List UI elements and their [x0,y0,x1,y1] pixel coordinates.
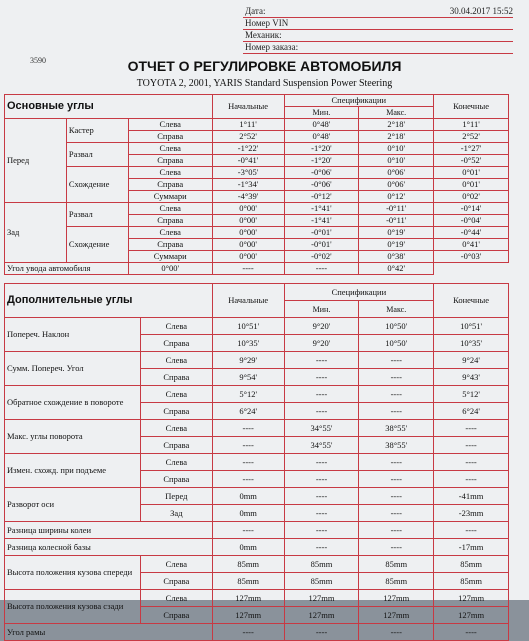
row-label: Разница колесной базы [5,539,213,556]
value-cell: -0°14' [434,203,509,215]
side-label: Справа [128,215,212,227]
value-cell: 1°11' [434,119,509,131]
value-cell: 0°00' [212,215,284,227]
side-label: Слева [128,119,212,131]
value-cell: ---- [434,624,509,641]
side-label: Справа [140,369,212,386]
table-row [5,263,509,275]
date-value: 30.04.2017 15:52 [449,6,513,16]
value-cell: ---- [359,488,434,505]
value-cell: 1°11' [212,119,284,131]
value-cell: ---- [359,505,434,522]
value-cell: ---- [359,471,434,488]
side-label: Слева [140,352,212,369]
side-label: Слева [128,227,212,239]
row-label: Сумм. Попереч. Угол [5,352,141,386]
value-cell: -1°34' [212,179,284,191]
table-row [5,203,509,215]
table-row [5,624,509,641]
value-cell: ---- [359,522,434,539]
value-cell: ---- [434,471,509,488]
value-cell: ---- [284,505,359,522]
side-label: Слева [128,143,212,155]
value-cell: ---- [212,420,284,437]
value-cell: 38°55' [359,437,434,454]
value-cell: ---- [359,369,434,386]
report-header [243,6,513,54]
value-cell: 127mm [212,590,284,607]
value-cell: 0mm [212,505,284,522]
value-cell: ---- [434,437,509,454]
table-row [5,488,509,505]
value-cell: -0°03' [434,251,509,263]
date-row [243,6,513,18]
value-cell: 9°54' [212,369,284,386]
value-cell: 34°55' [284,420,359,437]
row-label: Развал [66,143,128,167]
table-row [5,539,509,556]
value-cell: 0°01' [434,167,509,179]
value-cell: 127mm [359,590,434,607]
value-cell: ---- [359,403,434,420]
side-label: Справа [140,437,212,454]
value-cell: 85mm [359,573,434,590]
value-cell: 6°24' [212,403,284,420]
value-cell: ---- [284,403,359,420]
column-header: Начальные [212,95,284,119]
value-cell: 2°18' [359,131,434,143]
value-cell: ---- [284,624,359,641]
date-label: Дата: [245,6,266,16]
value-cell: 9°29' [212,352,284,369]
side-label: Слева [140,454,212,471]
value-cell: 9°24' [434,352,509,369]
value-cell: 85mm [284,573,359,590]
value-cell: 34°55' [284,437,359,454]
value-cell: 0°10' [359,143,434,155]
value-cell: ---- [284,522,359,539]
value-cell: -0°52' [434,155,509,167]
row-label: Высота положения кузова спереди [5,556,141,590]
value-cell: -3°05' [212,167,284,179]
value-cell: -0°12' [284,191,359,203]
table-row [5,95,509,107]
basic-angles-table [4,94,509,275]
value-cell: ---- [212,263,284,275]
value-cell: -1°20' [284,143,359,155]
row-label: Схождение [66,167,128,203]
extra-angles-table [4,283,509,641]
value-cell: 5°12' [212,386,284,403]
value-cell: -1°22' [212,143,284,155]
table-row [5,284,509,301]
value-cell: 0°02' [434,191,509,203]
value-cell: -0°01' [284,239,359,251]
value-cell: ---- [212,624,284,641]
value-cell: -1°41' [284,215,359,227]
value-cell: 0mm [212,539,284,556]
value-cell: -4°39' [212,191,284,203]
value-cell: 127mm [434,590,509,607]
value-cell: ---- [284,352,359,369]
column-subheader: Макс. [359,301,434,318]
value-cell: ---- [284,263,359,275]
value-cell: 0°00' [212,227,284,239]
value-cell: 127mm [359,607,434,624]
value-cell: ---- [284,454,359,471]
side-label: Суммари [128,251,212,263]
value-cell: -0°04' [434,215,509,227]
value-cell: -0°41' [212,155,284,167]
value-cell: 0°00' [212,239,284,251]
side-label: Справа [140,335,212,352]
row-label: Развал [66,203,128,227]
table-row [5,522,509,539]
value-cell: 10°50' [359,318,434,335]
value-cell: ---- [284,386,359,403]
value-cell: 85mm [434,556,509,573]
side-label: Справа [128,179,212,191]
value-cell: 5°12' [434,386,509,403]
mechanic-label: Механик: [245,30,282,40]
column-header: Спецификации [284,284,434,301]
order-label: Номер заказа: [245,42,299,52]
group-label: Перед [5,119,67,203]
value-cell: 127mm [284,607,359,624]
row-label: Угол увода автомобиля [5,263,129,275]
value-cell: -0°01' [284,227,359,239]
side-label: Справа [128,131,212,143]
value-cell: 0°00' [128,263,212,275]
value-cell: ---- [434,522,509,539]
value-cell: -17mm [434,539,509,556]
table-row [5,352,509,369]
side-label: Слева [140,556,212,573]
row-label: Попереч. Наклон [5,318,141,352]
value-cell: 127mm [284,590,359,607]
row-label: Схождение [66,227,128,263]
table-row [5,590,509,607]
document-number: 3590 [30,56,46,65]
value-cell: 10°35' [434,335,509,352]
value-cell: 9°43' [434,369,509,386]
value-cell: 0°00' [212,251,284,263]
value-cell: 2°52' [434,131,509,143]
value-cell: 0mm [212,488,284,505]
value-cell: ---- [359,352,434,369]
value-cell: ---- [212,522,284,539]
vehicle-subtitle: TOYOTA 2, 2001, YARIS Standard Suspension Power Steering [136,78,393,89]
value-cell: ---- [359,386,434,403]
value-cell: 2°52' [212,131,284,143]
column-header: Конечные [434,95,509,119]
vin-label: Номер VIN [245,18,289,28]
row-label: Макс. углы поворота [5,420,141,454]
value-cell: 85mm [434,573,509,590]
side-label: Справа [140,573,212,590]
value-cell: ---- [359,454,434,471]
column-subheader: Макс. [359,107,434,119]
section-title: Основные углы [5,95,213,119]
value-cell: 0°48' [284,119,359,131]
value-cell: ---- [359,539,434,556]
value-cell: 85mm [359,556,434,573]
value-cell: 127mm [212,607,284,624]
table-row [5,556,509,573]
value-cell: ---- [284,471,359,488]
value-cell: 0°06' [359,179,434,191]
value-cell: 0°38' [359,251,434,263]
value-cell: -0°06' [284,167,359,179]
value-cell: 0°10' [359,155,434,167]
value-cell: -1°20' [284,155,359,167]
value-cell: -0°11' [359,215,434,227]
order-row [243,42,513,54]
table-row [5,167,509,179]
value-cell: 38°55' [359,420,434,437]
section-title: Дополнительные углы [5,284,213,318]
side-label: Слева [140,386,212,403]
value-cell: 0°01' [434,179,509,191]
table-row [5,143,509,155]
value-cell: 9°20' [284,318,359,335]
row-label: Высота положения кузова сзади [5,590,141,624]
value-cell: -0°11' [359,203,434,215]
side-label: Справа [140,471,212,488]
side-label: Слева [128,167,212,179]
value-cell: ---- [212,471,284,488]
value-cell: -41mm [434,488,509,505]
value-cell: ---- [212,454,284,471]
side-label: Суммари [128,191,212,203]
column-header: Конечные [434,284,509,318]
value-cell: 0°12' [359,191,434,203]
table-row [5,420,509,437]
column-header: Начальные [212,284,284,318]
column-subheader: Мин. [284,107,359,119]
report-title: ОТЧЕТ О РЕГУЛИРОВКЕ АВТОМОБИЛЯ [127,58,402,74]
side-label: Слева [128,203,212,215]
value-cell: 0°42' [359,263,434,275]
value-cell: ---- [434,420,509,437]
value-cell: ---- [359,624,434,641]
value-cell: ---- [434,454,509,471]
value-cell: 2°18' [359,119,434,131]
side-label: Справа [128,155,212,167]
value-cell: -1°27' [434,143,509,155]
table-row [5,227,509,239]
table-row [5,454,509,471]
group-label: Зад [5,203,67,263]
value-cell: 10°51' [434,318,509,335]
value-cell: 0°00' [212,203,284,215]
side-label: Слева [140,590,212,607]
value-cell: ---- [284,539,359,556]
value-cell: -1°41' [284,203,359,215]
value-cell: -0°44' [434,227,509,239]
column-subheader: Мин. [284,301,359,318]
value-cell: 6°24' [434,403,509,420]
value-cell: 0°48' [284,131,359,143]
value-cell: 0°41' [434,239,509,251]
side-label: Справа [140,607,212,624]
row-label: Разница ширины колеи [5,522,213,539]
value-cell: 85mm [212,556,284,573]
value-cell: 10°50' [359,335,434,352]
column-header: Спецификации [284,95,434,107]
mechanic-row [243,30,513,42]
side-label: Справа [128,239,212,251]
value-cell: 10°51' [212,318,284,335]
value-cell: -0°02' [284,251,359,263]
value-cell: 0°06' [359,167,434,179]
side-label: Слева [140,420,212,437]
value-cell: 127mm [434,607,509,624]
row-label: Разворот оси [5,488,141,522]
table-row [5,318,509,335]
vin-row [243,18,513,30]
table-row [5,386,509,403]
value-cell: 9°20' [284,335,359,352]
row-label: Обратное схождение в повороте [5,386,141,420]
value-cell: 0°19' [359,227,434,239]
value-cell: 85mm [212,573,284,590]
row-label: Угол рамы [5,624,213,641]
value-cell: -0°06' [284,179,359,191]
side-label: Слева [140,318,212,335]
row-label: Измен. схожд. при подъеме [5,454,141,488]
side-label: Справа [140,403,212,420]
row-label: Кастер [66,119,128,143]
value-cell: 85mm [284,556,359,573]
side-label: Перед [140,488,212,505]
table-row [5,119,509,131]
value-cell: 10°35' [212,335,284,352]
value-cell: ---- [284,369,359,386]
value-cell: -23mm [434,505,509,522]
side-label: Зад [140,505,212,522]
value-cell: ---- [212,437,284,454]
value-cell: ---- [284,488,359,505]
value-cell: 0°19' [359,239,434,251]
